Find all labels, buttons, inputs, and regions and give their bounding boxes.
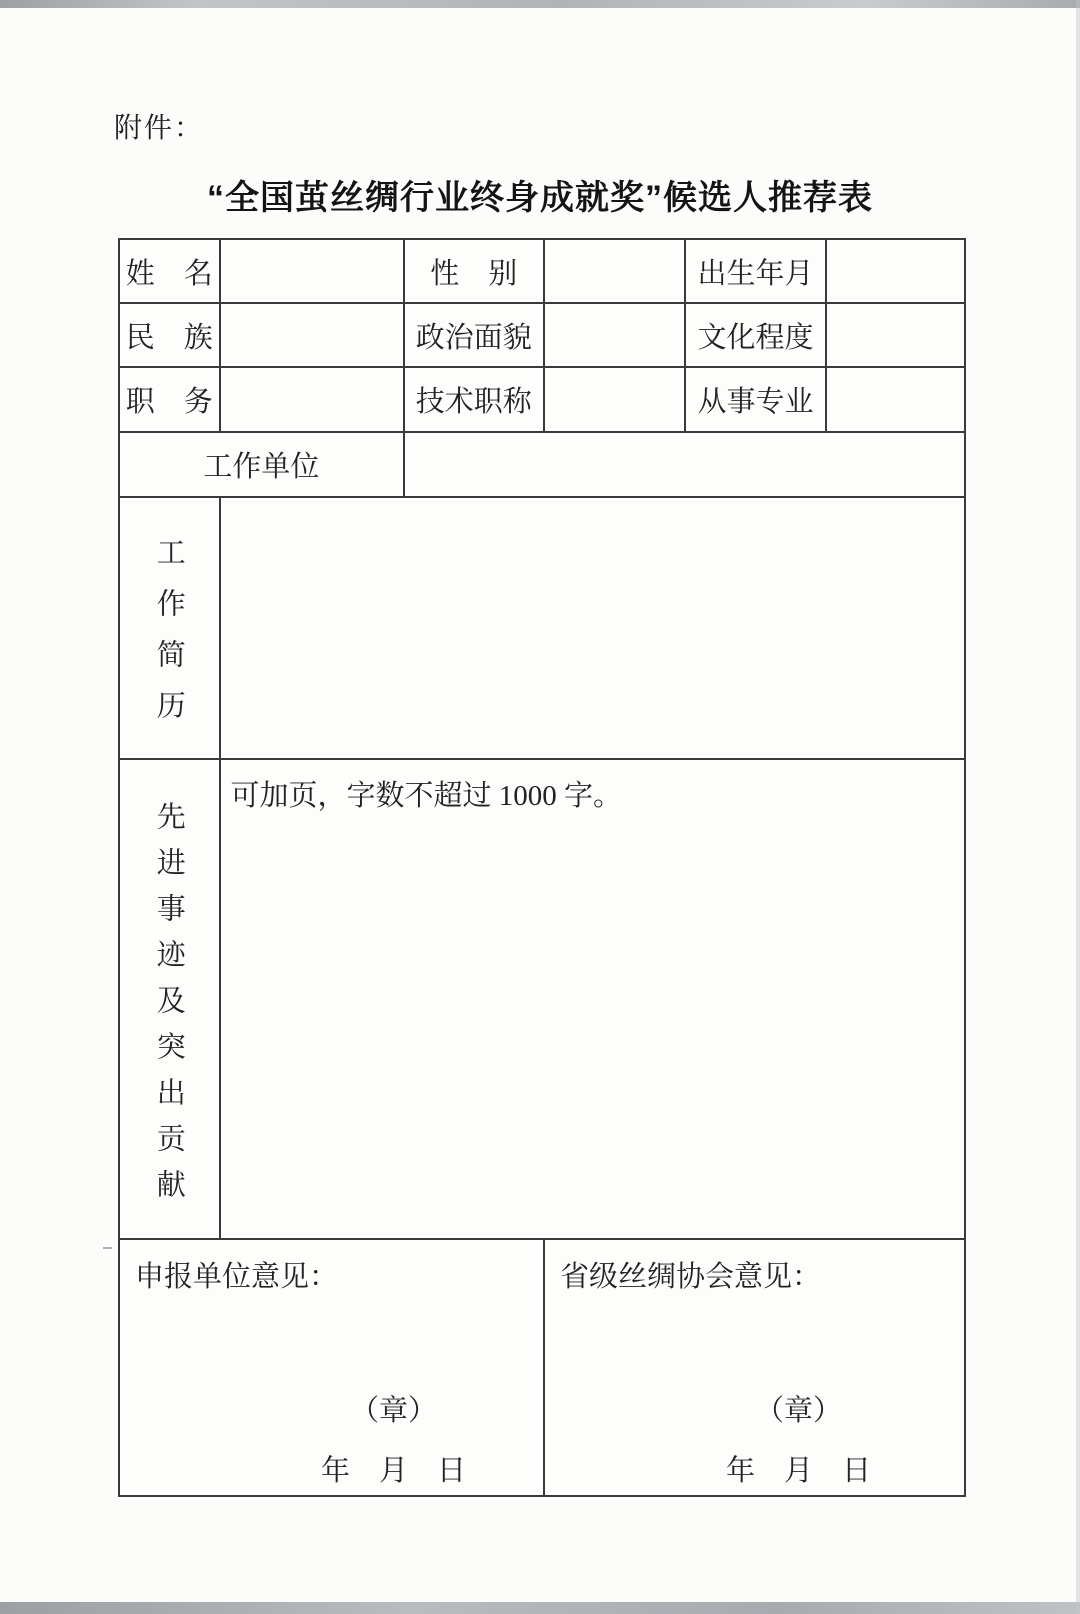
provincial-association-date-placeholder: 年 月 日 xyxy=(725,1455,871,1487)
name-label: 姓 名 xyxy=(120,240,221,304)
gender-label: 性 别 xyxy=(405,240,545,304)
achievements-label-text: 先进事迹及突出贡献 xyxy=(152,800,185,1215)
provincial-association-opinion-label: 省级丝绸协会意见： xyxy=(559,1261,821,1293)
achievements-value xyxy=(221,760,964,1240)
name-value xyxy=(221,240,405,304)
achievements-note: 可加页，字数不超过 1000 字。 xyxy=(230,780,623,812)
political-status-value xyxy=(545,304,686,368)
education-value xyxy=(827,304,964,368)
scan-dash xyxy=(103,1247,112,1249)
provincial-association-seal-placeholder: （章） xyxy=(754,1395,842,1427)
declaring-unit-date-placeholder: 年 月 日 xyxy=(320,1455,466,1487)
political-status-label: 政治面貌 xyxy=(405,304,545,368)
declaring-unit-seal-placeholder: （章） xyxy=(349,1395,437,1427)
scan-edge-right xyxy=(1076,0,1080,1614)
position-label: 职 务 xyxy=(120,368,221,433)
technical-title-value xyxy=(545,368,686,433)
work-history-label xyxy=(120,498,221,760)
declaring-unit-opinion-label: 申报单位意见： xyxy=(135,1261,339,1293)
work-history-value xyxy=(221,498,964,760)
work-unit-value xyxy=(405,433,964,498)
achievements-label xyxy=(120,760,221,1240)
ethnicity-label: 民 族 xyxy=(120,304,221,368)
ethnicity-value xyxy=(221,304,405,368)
recommendation-table xyxy=(118,238,966,1497)
profession-label: 从事专业 xyxy=(686,368,826,433)
gender-value xyxy=(545,240,686,304)
declaring-unit-opinion-cell xyxy=(120,1240,545,1495)
page-title: “全国茧丝绸行业终身成就奖”候选人推荐表 xyxy=(207,179,873,217)
position-value xyxy=(221,368,405,433)
scan-edge-top xyxy=(0,0,1080,8)
scan-edge-bottom xyxy=(0,1602,1080,1614)
education-label: 文化程度 xyxy=(686,304,826,368)
birth-date-value xyxy=(827,240,964,304)
attachment-label: 附件： xyxy=(114,113,205,144)
birth-date-label: 出生年月 xyxy=(686,240,826,304)
profession-value xyxy=(827,368,964,433)
technical-title-label: 技术职称 xyxy=(405,368,545,433)
work-history-label-text: 工作简历 xyxy=(152,537,185,741)
work-unit-label: 工作单位 xyxy=(120,433,405,498)
provincial-association-opinion-cell xyxy=(545,1240,964,1495)
